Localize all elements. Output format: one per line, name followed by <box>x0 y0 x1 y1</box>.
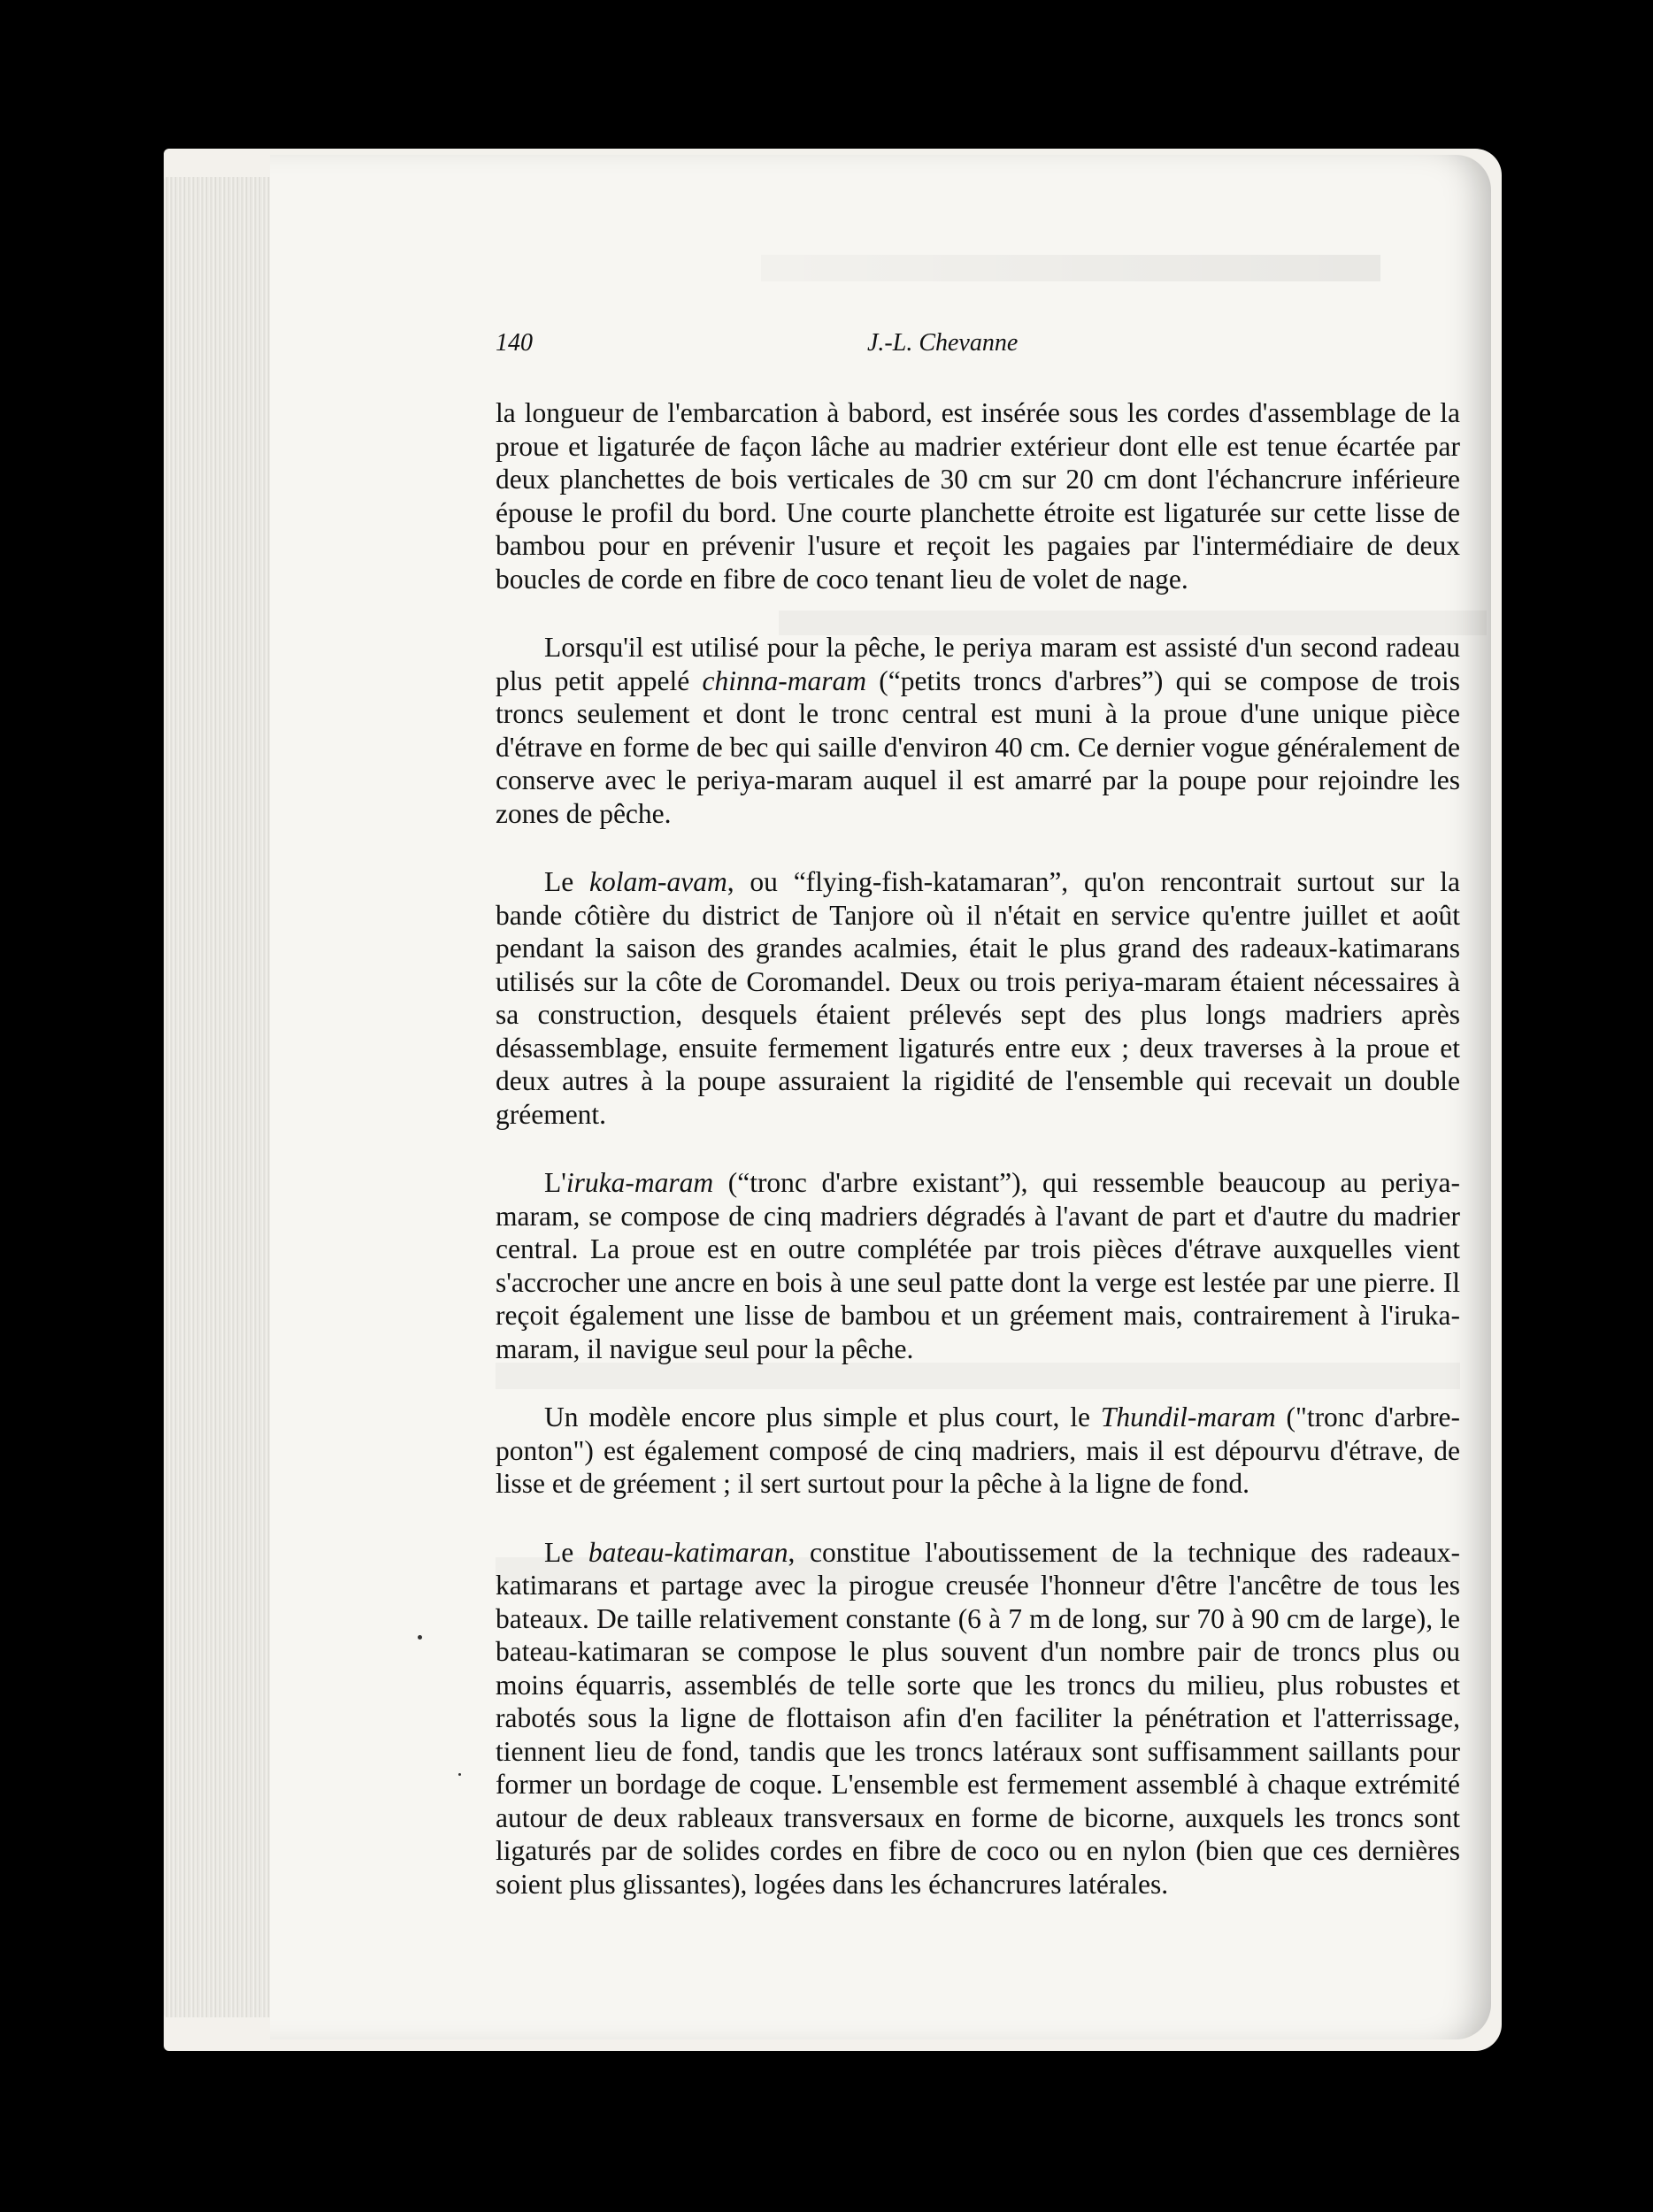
paragraph <box>496 1536 1460 1901</box>
paragraph <box>496 631 1460 830</box>
text-run: Le <box>544 866 590 897</box>
text-run: , ou “flying-fish-katamaran”, qu'on rencontrait surtout sur la bande côtière du district de Tanjore où il n'était en service qu'entre juillet et août pendant la saison des grandes acalmies, était le plus grand des radeaux-katimarans utilisés sur la côte de Coromandel. Deux ou trois periya-maram étaient nécessaires à sa construction, desquels étaient prélevés sept des plus longs madriers après désassemblage, ensuite fermement ligaturés entre eux ; deux traverses à la proue et deux autres à la poupe assuraient la rigidité de l'ensemble qui recevait un double gréement. <box>496 866 1460 1130</box>
text-run: L' <box>544 1167 566 1198</box>
paragraph <box>496 1166 1460 1365</box>
italic-term: iruka-maram <box>565 1167 714 1198</box>
page-number: 140 <box>496 329 533 357</box>
body-text <box>496 396 1460 1901</box>
paragraph <box>496 396 1460 595</box>
page-edges <box>164 177 270 2017</box>
text-run: , constitue l'aboutissement de la technique des radeaux-katimarans et partage avec la pirogue creusée l'honneur d'être l'ancêtre de tous les bateaux. De taille relativement constante (6 à 7 m de long, sur 70 à 90 cm de large), le bateau-katimaran se compose le plus souvent d'un nombre pair de troncs plus ou moins équarris, assemblés de telle sorte que les troncs du milieu, plus robustes et rabotés sous la ligne de flottaison afin d'en faciliter la pénétration et l'atterrissage, tiennent lieu de fond, tandis que les troncs latéraux sont suffisamment saillants pour former un bordage de coque. L'ensemble est fermement assemblé à chaque extrémité autour de deux rableaux transversaux en forme de bicorne, auxquels les troncs sont ligaturés par de solides cordes en fibre de coco ou en nylon (bien que ces dernières soient plus glissantes), logées dans les échancrures latérales. <box>496 1536 1460 1900</box>
italic-term: Thundil-maram <box>1100 1402 1276 1432</box>
text-run: la longueur de l'embarcation à babord, est insérée sous les cordes d'assemblage de la proue et ligaturée de façon lâche au madrier extérieur dont elle est tenue écartée par deux planchettes de bois verticales de 30 cm sur 20 cm dont l'échancrure inférieure épouse le profil du bord. Une courte planchette étroite est ligaturée sur cette lisse de bambou pour en prévenir l'usure et reçoit les pagaies par l'intermédiaire de deux boucles de corde en fibre de coco tenant lieu de volet de nage. <box>496 397 1460 595</box>
text-run: Un modèle encore plus simple et plus court, le <box>544 1402 1101 1432</box>
text-run: Lorsqu'il est utilisé pour la pêche, le periya maram est assisté d'un second radeau plus petit appelé <box>496 632 1460 696</box>
italic-term: kolam-avam <box>589 866 727 897</box>
text-run: (“tronc d'arbre existant”), qui ressemble beaucoup au periya-maram, se compose de cinq madriers dégradés à l'avant de part et d'autre du madrier central. La proue est en outre complétée par trois pièces d'étrave auxquelles vient s'accrocher une ancre en bois à une seul patte dont la verge est lestée par une pierre. Il reçoit également une lisse de bambou et un gréement mais, contrairement à l'iruka-maram, il navigue seul pour la pêche. <box>496 1167 1460 1364</box>
speck-mark <box>418 1635 422 1640</box>
show-through-line <box>761 255 1380 281</box>
text-run: Le <box>544 1536 588 1568</box>
italic-term: bateau-katimaran <box>588 1536 788 1568</box>
speck-mark <box>458 1773 461 1776</box>
text-run: (“petits troncs d'arbres”) qui se compose de trois troncs seulement et dont le tronc central est muni à la proue d'une unique pièce d'étrave en forme de bec qui saille d'environ 40 cm. Ce dernier vogue généralement de conserve avec le periya-maram auquel il est amarré par la poupe pour rejoindre les zones de pêche. <box>496 664 1460 829</box>
italic-term: chinna-maram <box>702 664 867 696</box>
running-header <box>496 329 1460 365</box>
running-header-author: J.-L. Chevanne <box>867 329 1019 357</box>
text-run: ("tronc d'arbre-ponton") est également composé de cinq madriers, mais il est dépourvu d'étrave, de lisse et de gréement ; il sert surtout pour la pêche à la ligne de fond. <box>496 1402 1460 1499</box>
paragraph <box>496 1401 1460 1501</box>
paragraph <box>496 865 1460 1131</box>
